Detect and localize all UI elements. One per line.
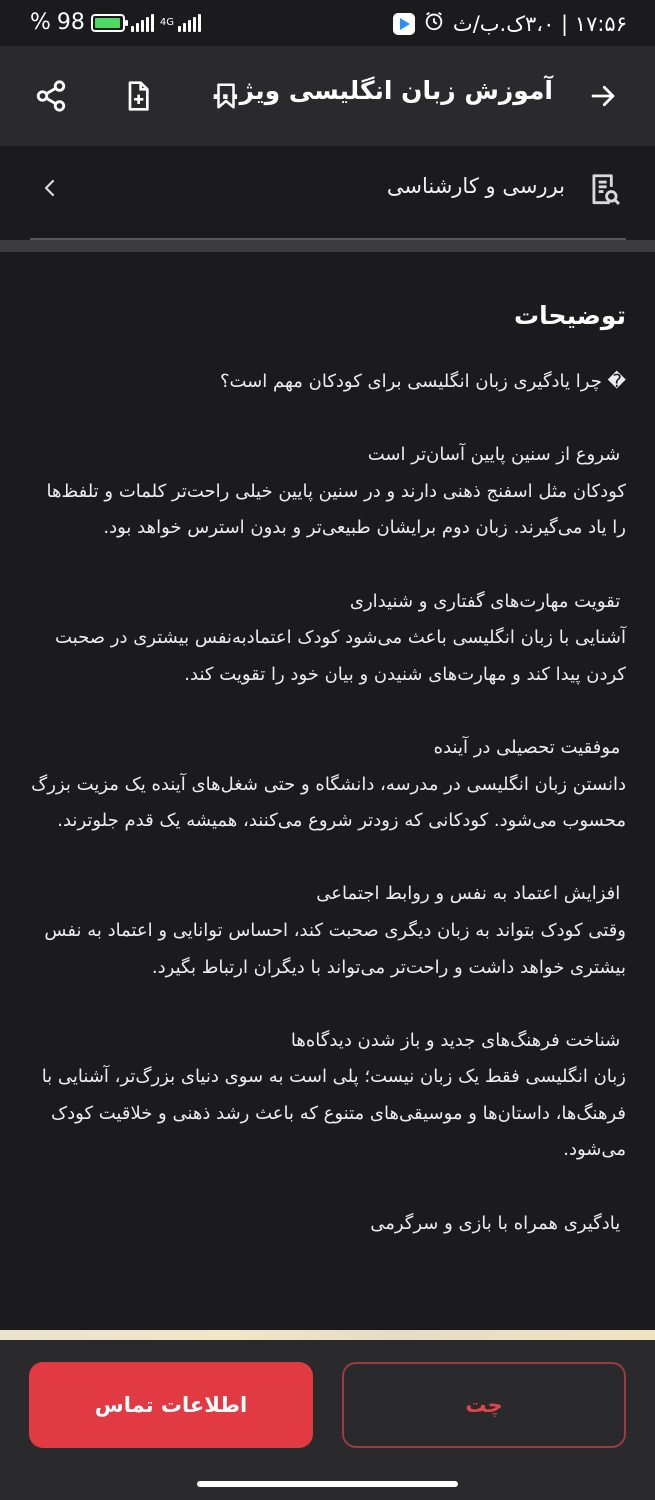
- add-note-button[interactable]: [116, 74, 160, 118]
- document-search-icon: [586, 171, 624, 209]
- back-button[interactable]: [581, 74, 625, 118]
- description-heading: توضیحات: [514, 301, 626, 330]
- status-time: ۱۷:۵۶ | ۳،۰ک.ب/ث: [452, 11, 627, 36]
- chevron-left-icon: [38, 175, 62, 201]
- app-bar: [0, 46, 655, 146]
- status-left: [30, 10, 201, 35]
- chevron-wrap: [28, 166, 72, 210]
- battery-nub: [125, 20, 128, 26]
- contact-info-button[interactable]: اطلاعات تماس: [29, 1362, 313, 1448]
- battery-percent: 98: [56, 10, 85, 35]
- review-row[interactable]: [0, 146, 655, 238]
- play-store-icon: [393, 13, 415, 35]
- bookmark-button[interactable]: [204, 74, 248, 118]
- battery-fill: [95, 18, 120, 28]
- description-body: � چرا یادگیری زبان انگلیسی برای کودکان مهم است؟ شروع از سنین پایین آسان‌تر است کودکان مثل اسفنج ذهنی دارند و در سنین پایین خیلی راحت‌تر کلمات و تلفظ‌ها را یاد می‌گیرند. زبان دوم برایشان طبیعی‌تر و بدون استرس خواهد بود. تقویت مهارت‌های گفتاری و شنیداری آشنایی با زبان انگلیسی باعث می‌شود کودک اعتمادبه‌نفس بیشتری در صحبت کردن پیدا کند و مهارت‌های شنیدن و بیان خود را تقویت کند. موفقیت تحصیلی در آینده دانستن زبان انگلیسی در مدرسه، دانشگاه و حتی شغل‌های آینده یک مزیت بزرگ محسوب می‌شود. کودکانی که زودتر شروع می‌کنند، همیشه یک قدم جلوترند. افزایش اعتماد به نفس و روابط اجتماعی وقتی کودک بتواند به زبان دیگری صحبت کند، احساس توانایی و اعتماد به نفس بیشتری خواهد داشت و راحت‌تر می‌تواند با دیگران ارتباط بگیرد. شناخت فرهنگ‌های جدید و باز شدن دیدگاه‌ها زبان انگلیسی فقط یک زبان نیست؛ پلی است به سوی دنیای بزرگ‌تر، آشنایی با فرهنگ‌ها، داستان‌ها و موسیقی‌های متنوع که باعث رشد ذهنی و خلاقیت کودک می‌شود. یادگیری همراه با بازی و سرگرمی: [31, 371, 626, 1234]
- network-type: 4G: [159, 16, 175, 28]
- page-title: آموزش زبان انگلیسی ویژ...: [211, 76, 553, 105]
- share-button[interactable]: [29, 74, 73, 118]
- review-label: بررسی و کارشناسی: [386, 174, 565, 198]
- bookmark-icon: [211, 80, 241, 112]
- home-indicator[interactable]: [197, 1481, 458, 1487]
- file-plus-icon: [122, 79, 154, 113]
- chat-button[interactable]: چت: [342, 1362, 626, 1448]
- alarm-icon: [423, 10, 445, 37]
- signal-icon: [131, 14, 154, 32]
- share-icon: [34, 79, 68, 113]
- description-section: [28, 252, 626, 1330]
- bottom-action-bar: [0, 1340, 655, 1500]
- battery-icon: [91, 14, 125, 32]
- battery-percent-sign: %: [30, 10, 51, 35]
- section-divider: [0, 240, 655, 252]
- arrow-right-icon: [588, 81, 618, 111]
- status-bar: [0, 0, 655, 46]
- review-icon-wrap: [583, 168, 627, 212]
- status-right: [393, 10, 627, 37]
- signal-icon-2: [178, 14, 201, 32]
